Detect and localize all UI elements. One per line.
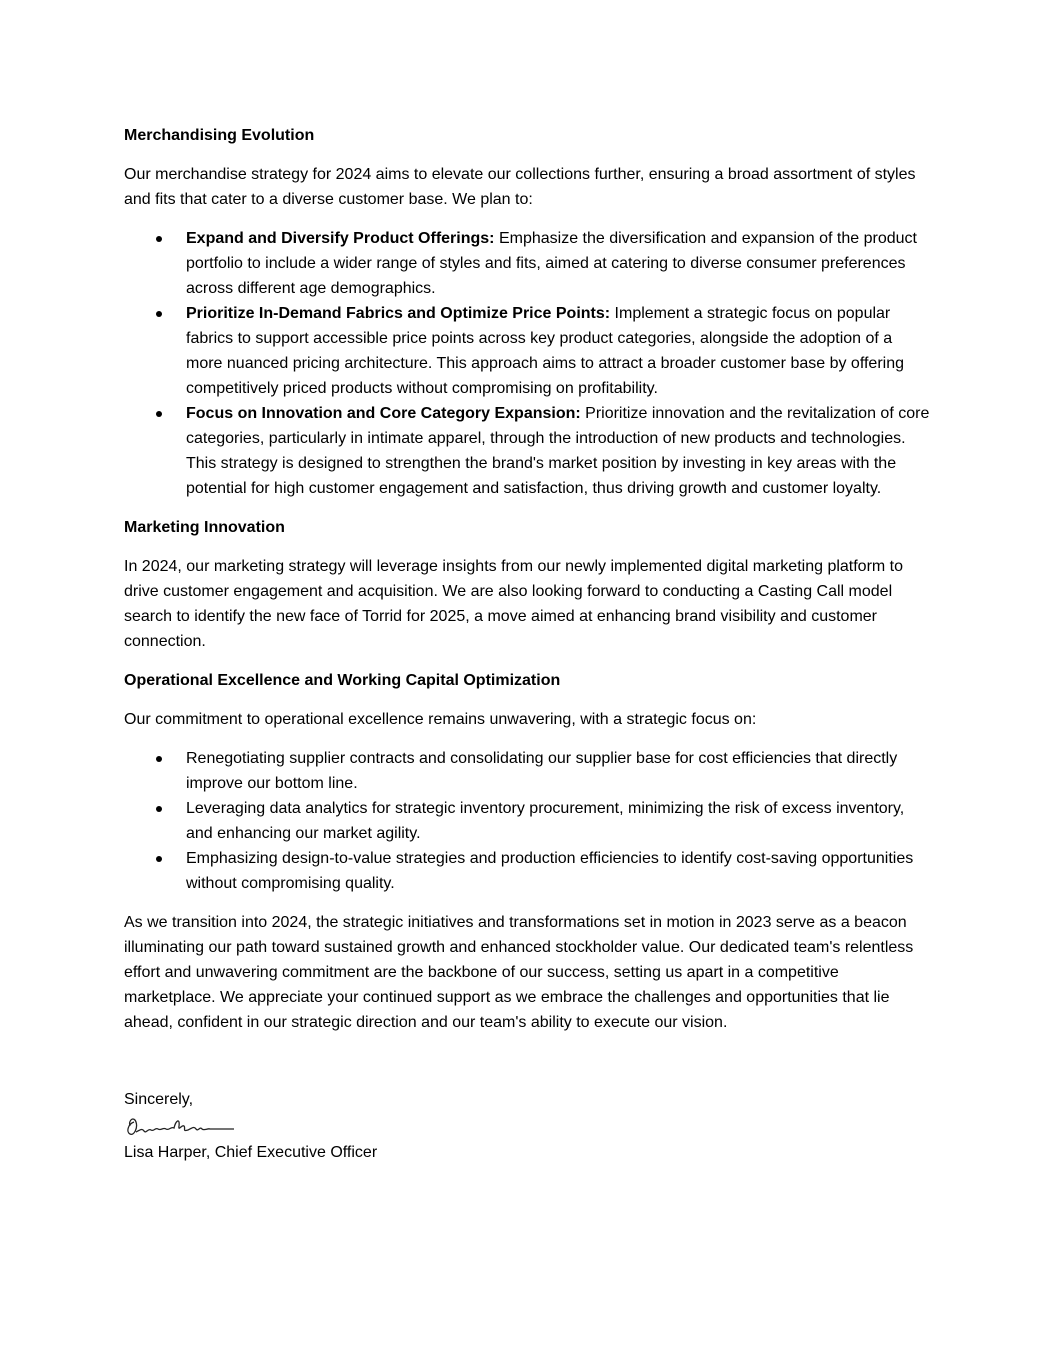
signature-block [124,1087,932,1165]
bullet-list [124,226,932,501]
bullet-title: Focus on Innovation and Core Category Expansion: [186,405,581,422]
letter-page [124,123,932,1165]
paragraph: In 2024, our marketing strategy will leverage insights from our newly implemented digital marketing platform to drive customer engagement and acquisition. We are also looking forward to conducting a Casting Call model search to identify the new face of Torrid for 2025, a move aimed at enhancing brand visibility and customer connection. [124,558,904,650]
list-item: Emphasizing design-to-value strategies and production efficiencies to identify cost-saving opportunities without compromising quality. [124,846,932,896]
signer-name-title: Lisa Harper, Chief Executive Officer [124,1144,378,1161]
handwritten-signature [124,1114,236,1142]
list-item [124,401,932,501]
bullet-list [124,746,932,896]
paragraph: Our commitment to operational excellence remains unwavering, with a strategic focus on: [124,711,757,728]
bullet-title: Prioritize In-Demand Fabrics and Optimize Price Points: [186,305,611,322]
list-item: Renegotiating supplier contracts and consolidating our supplier base for cost efficiencies that directly improve our bottom line. [124,746,932,796]
list-item: Leveraging data analytics for strategic inventory procurement, minimizing the risk of excess inventory, and enhancing our market agility. [124,796,932,846]
list-item [124,226,932,301]
section-heading: Marketing Innovation [124,519,285,536]
bullet-text: Prioritize innovation and the revitalization of core categories, particularly in intimate apparel, through the introduction of new products and technologies. This strategy is designed to strengthen the brand's market position by investing in key areas with the potential for high customer engagement and satisfaction, thus driving growth and customer loyalty. [186,405,930,497]
signoff: Sincerely, [124,1091,194,1108]
section-heading: Operational Excellence and Working Capital Optimization [124,672,561,689]
closing-paragraph: As we transition into 2024, the strategic initiatives and transformations set in motion in 2023 serve as a beacon illuminating our path toward sustained growth and enhanced stockholder value. Our dedicated team's relentless effort and unwavering commitment are the backbone of our success, setting us apart in a competitive marketplace. We appreciate your continued support as we embrace the challenges and opportunities that lie ahead, confident in our strategic direction and our team's ability to execute our vision. [124,914,914,1031]
bullet-title: Expand and Diversify Product Offerings: [186,230,495,247]
section-heading: Merchandising Evolution [124,127,315,144]
bullet-text: Emphasize the diversification and expansion of the product portfolio to include a wider range of styles and fits, aimed at catering to diverse consumer preferences across different age demographics. [186,230,917,297]
list-item [124,301,932,401]
bullet-text: Implement a strategic focus on popular fabrics to support accessible price points across key product categories, alongside the adoption of a more nuanced pricing architecture. This approach aims to attract a broader customer base by offering competitively priced products without compromising on profitability. [186,305,905,397]
paragraph: Our merchandise strategy for 2024 aims to elevate our collections further, ensuring a broad assortment of styles and fits that cater to a diverse customer base. We plan to: [124,166,916,208]
